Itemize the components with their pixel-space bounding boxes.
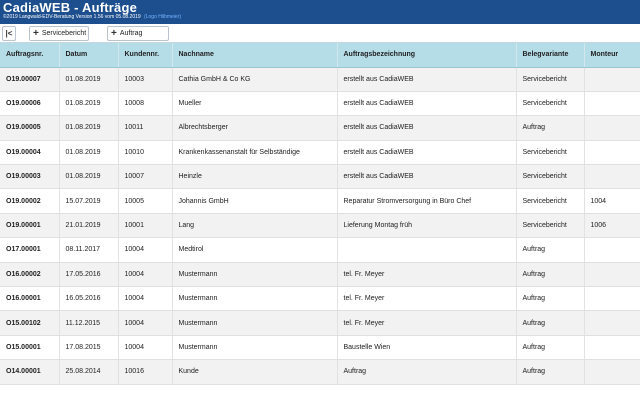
cell-nachname: Mustermann <box>172 262 337 286</box>
cell-belegvariante: Servicebericht <box>516 213 584 237</box>
orders-table <box>0 43 640 385</box>
cell-belegvariante: Servicebericht <box>516 91 584 115</box>
cell-belegvariante: Auftrag <box>516 262 584 286</box>
cell-auftragsbezeichnung: tel. Fr. Meyer <box>337 311 516 335</box>
cell-monteur <box>584 116 640 140</box>
cell-belegvariante: Servicebericht <box>516 140 584 164</box>
cell-belegvariante: Servicebericht <box>516 67 584 91</box>
cell-datum: 17.08.2015 <box>59 335 118 359</box>
cell-datum: 15.07.2019 <box>59 189 118 213</box>
table-row[interactable] <box>0 360 640 384</box>
cell-monteur <box>584 140 640 164</box>
table-row[interactable] <box>0 189 640 213</box>
cell-auftragsnr: O19.00006 <box>0 91 59 115</box>
cell-auftragsbezeichnung: Reparatur Stromversorgung in Büro Chef <box>337 189 516 213</box>
cell-auftragsnr: O15.00001 <box>0 335 59 359</box>
column-header-datum[interactable]: Datum <box>59 43 118 67</box>
cell-auftragsnr: O16.00002 <box>0 262 59 286</box>
cell-auftragsbezeichnung: erstellt aus CadiaWEB <box>337 116 516 140</box>
cell-auftragsbezeichnung <box>337 238 516 262</box>
table-row[interactable] <box>0 262 640 286</box>
cell-datum: 01.08.2019 <box>59 91 118 115</box>
toolbar <box>0 24 640 43</box>
new-auftrag-label: Auftrag <box>119 30 143 37</box>
cell-belegvariante: Auftrag <box>516 116 584 140</box>
cell-monteur <box>584 287 640 311</box>
column-header-nachname[interactable]: Nachname <box>172 43 337 67</box>
cell-datum: 08.11.2017 <box>59 238 118 262</box>
cell-auftragsbezeichnung: Lieferung Montag früh <box>337 213 516 237</box>
cell-nachname: Johannis GmbH <box>172 189 337 213</box>
cell-kundennr: 10004 <box>118 335 172 359</box>
cell-belegvariante: Auftrag <box>516 311 584 335</box>
first-page-button[interactable] <box>2 26 16 41</box>
cell-auftragsnr: O17.00001 <box>0 238 59 262</box>
cell-datum: 01.08.2019 <box>59 67 118 91</box>
logo-link[interactable]: (Logo Hilbmeier) <box>144 14 182 20</box>
column-header-monteur[interactable]: Monteur <box>584 43 640 67</box>
cell-belegvariante: Auftrag <box>516 360 584 384</box>
cell-nachname: Lang <box>172 213 337 237</box>
cell-monteur <box>584 238 640 262</box>
cell-nachname: Mueller <box>172 91 337 115</box>
cell-belegvariante: Auftrag <box>516 335 584 359</box>
cell-auftragsnr: O19.00001 <box>0 213 59 237</box>
app-title: CadiaWEB - Aufträge <box>3 0 138 15</box>
cell-monteur <box>584 360 640 384</box>
table-row[interactable] <box>0 165 640 189</box>
cell-nachname: Krankenkassenanstalt für Selbständige <box>172 140 337 164</box>
cell-datum: 16.05.2016 <box>59 287 118 311</box>
cell-kundennr: 10008 <box>118 91 172 115</box>
table-header-row <box>0 43 640 67</box>
cell-kundennr: 10004 <box>118 238 172 262</box>
cell-auftragsbezeichnung: erstellt aus CadiaWEB <box>337 67 516 91</box>
cell-kundennr: 10004 <box>118 287 172 311</box>
cell-monteur: 1004 <box>584 189 640 213</box>
cell-kundennr: 10001 <box>118 213 172 237</box>
plus-icon: + <box>33 27 39 39</box>
first-page-icon: |< <box>5 29 13 38</box>
table-row[interactable] <box>0 335 640 359</box>
cell-belegvariante: Auftrag <box>516 238 584 262</box>
cell-kundennr: 10016 <box>118 360 172 384</box>
cell-nachname: Heinzle <box>172 165 337 189</box>
table-row[interactable] <box>0 91 640 115</box>
cell-auftragsnr: O19.00005 <box>0 116 59 140</box>
table-row[interactable] <box>0 116 640 140</box>
cell-auftragsbezeichnung: tel. Fr. Meyer <box>337 287 516 311</box>
table-row[interactable] <box>0 140 640 164</box>
cell-belegvariante: Auftrag <box>516 287 584 311</box>
new-auftrag-button[interactable] <box>107 26 169 41</box>
copyright-text <box>3 14 181 20</box>
cell-auftragsnr: O15.00102 <box>0 311 59 335</box>
cell-datum: 01.08.2019 <box>59 116 118 140</box>
cell-kundennr: 10004 <box>118 311 172 335</box>
cell-auftragsbezeichnung: erstellt aus CadiaWEB <box>337 140 516 164</box>
column-header-auftragsnr[interactable]: Auftragsnr. <box>0 43 59 67</box>
cell-kundennr: 10003 <box>118 67 172 91</box>
cell-datum: 11.12.2015 <box>59 311 118 335</box>
plus-icon: + <box>111 27 117 39</box>
cell-datum: 01.08.2019 <box>59 140 118 164</box>
cell-auftragsnr: O19.00003 <box>0 165 59 189</box>
cell-monteur <box>584 311 640 335</box>
table-row[interactable] <box>0 287 640 311</box>
cell-kundennr: 10011 <box>118 116 172 140</box>
cell-nachname: Mustermann <box>172 311 337 335</box>
title-bar <box>0 0 640 24</box>
cell-nachname: Albrechtsberger <box>172 116 337 140</box>
column-header-belegvariante[interactable]: Belegvariante <box>516 43 584 67</box>
cell-nachname: Mustermann <box>172 287 337 311</box>
cell-auftragsbezeichnung: tel. Fr. Meyer <box>337 262 516 286</box>
cell-nachname: Mustermann <box>172 335 337 359</box>
cell-auftragsbezeichnung: Auftrag <box>337 360 516 384</box>
table-body <box>0 67 640 384</box>
cell-kundennr: 10010 <box>118 140 172 164</box>
cell-auftragsnr: O19.00002 <box>0 189 59 213</box>
cell-auftragsbezeichnung: erstellt aus CadiaWEB <box>337 165 516 189</box>
cell-kundennr: 10004 <box>118 262 172 286</box>
cell-auftragsbezeichnung: erstellt aus CadiaWEB <box>337 91 516 115</box>
cell-auftragsnr: O19.00007 <box>0 67 59 91</box>
table-row[interactable] <box>0 311 640 335</box>
table-row[interactable] <box>0 67 640 91</box>
cell-kundennr: 10005 <box>118 189 172 213</box>
cell-monteur <box>584 67 640 91</box>
cell-datum: 01.08.2019 <box>59 165 118 189</box>
new-servicebericht-button[interactable] <box>29 26 89 41</box>
cell-nachname: Medtirol <box>172 238 337 262</box>
cell-auftragsnr: O14.00001 <box>0 360 59 384</box>
cell-monteur <box>584 262 640 286</box>
cell-belegvariante: Servicebericht <box>516 189 584 213</box>
cell-datum: 25.08.2014 <box>59 360 118 384</box>
cell-monteur <box>584 335 640 359</box>
cell-monteur <box>584 165 640 189</box>
cell-datum: 17.05.2016 <box>59 262 118 286</box>
cell-belegvariante: Servicebericht <box>516 165 584 189</box>
cell-auftragsbezeichnung: Baustelle Wien <box>337 335 516 359</box>
cell-kundennr: 10007 <box>118 165 172 189</box>
cell-monteur <box>584 91 640 115</box>
cell-monteur: 1006 <box>584 213 640 237</box>
cell-datum: 21.01.2019 <box>59 213 118 237</box>
column-header-auftragsbezeichnung[interactable]: Auftragsbezeichnung <box>337 43 516 67</box>
table-row[interactable] <box>0 213 640 237</box>
cell-auftragsnr: O16.00001 <box>0 287 59 311</box>
cell-nachname: Cathia GmbH & Co KG <box>172 67 337 91</box>
copyright-label: ©2019 Langwald-EDV-Beratung Version 1.56 vom 05.08.2019 <box>3 14 141 20</box>
table-row[interactable] <box>0 238 640 262</box>
new-servicebericht-label: Servicebericht <box>41 30 87 37</box>
cell-nachname: Kunde <box>172 360 337 384</box>
column-header-kundennr[interactable]: Kundennr. <box>118 43 172 67</box>
cell-auftragsnr: O19.00004 <box>0 140 59 164</box>
